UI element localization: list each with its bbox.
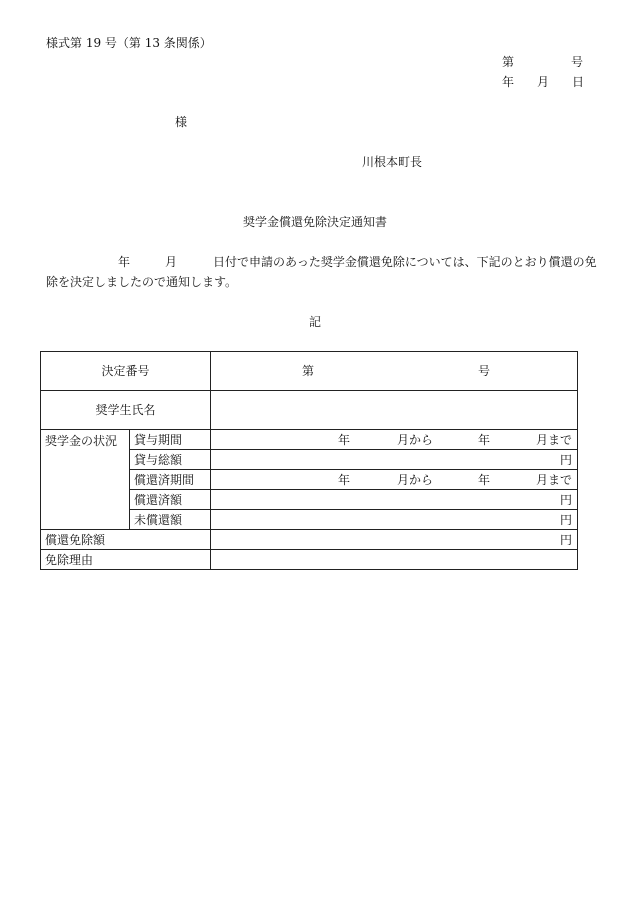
unrepaid-amount-label: 未償還額 <box>130 510 211 530</box>
loan-period-row <box>41 430 578 450</box>
repaid-period-field <box>211 470 578 490</box>
document-number-prefix: 第 <box>502 55 515 69</box>
repaid-period-label: 償還済期間 <box>130 470 211 490</box>
decision-number-label: 決定番号 <box>41 352 211 391</box>
exemption-reason-field <box>211 550 578 570</box>
date-day-label: 日 <box>572 75 585 89</box>
exemption-amount-label: 償還免除額 <box>41 530 211 550</box>
repaid-period-end-month: 月まで <box>536 472 573 487</box>
body-month-label: 月 <box>165 255 178 269</box>
unrepaid-amount-yen: 円 <box>211 510 578 530</box>
exemption-reason-label: 免除理由 <box>41 550 211 570</box>
loan-period-start-month: 月から <box>397 432 434 447</box>
body-text-line-2: 除を決定しましたので通知します。 <box>46 275 238 289</box>
ki-heading: 記 <box>308 315 321 329</box>
decision-number-field <box>211 352 578 391</box>
repaid-period-start-month: 月から <box>397 472 434 487</box>
exemption-reason-row <box>41 550 578 570</box>
repaid-period-end-year: 年 <box>478 472 491 487</box>
student-name-label: 奨学生氏名 <box>41 391 211 430</box>
loan-total-yen: 円 <box>211 450 578 470</box>
exemption-amount-row <box>41 530 578 550</box>
date-year-label: 年 <box>502 75 515 89</box>
details-table <box>40 351 578 570</box>
addressee-honorific: 様 <box>175 115 188 129</box>
repaid-period-start-year: 年 <box>338 472 351 487</box>
loan-period-field <box>211 430 578 450</box>
form-number-label: 様式第 19 号（第 13 条関係） <box>46 36 212 50</box>
loan-period-end-month: 月まで <box>536 432 573 447</box>
document-number-suffix: 号 <box>571 55 584 69</box>
loan-total-label: 貸与総額 <box>130 450 211 470</box>
loan-period-start-year: 年 <box>338 432 351 447</box>
date-month-label: 月 <box>537 75 550 89</box>
loan-period-label: 貸与期間 <box>130 430 211 450</box>
document-title: 奨学金償還免除決定通知書 <box>242 215 387 229</box>
decision-number-suffix: 号 <box>478 364 491 378</box>
repaid-amount-label: 償還済額 <box>130 490 211 510</box>
student-name-field <box>211 391 578 430</box>
exemption-amount-yen: 円 <box>211 530 578 550</box>
issuer-name: 川根本町長 <box>362 155 423 169</box>
body-text-line-1: 日付で申請のあった奨学金償還免除については、下記のとおり償還の免 <box>213 255 597 269</box>
repaid-amount-yen: 円 <box>211 490 578 510</box>
scholarship-status-label: 奨学金の状況 <box>41 430 130 530</box>
body-year-label: 年 <box>118 255 131 269</box>
loan-period-end-year: 年 <box>478 432 491 447</box>
decision-number-row <box>41 352 578 391</box>
student-name-row <box>41 391 578 430</box>
decision-number-prefix: 第 <box>302 364 315 378</box>
